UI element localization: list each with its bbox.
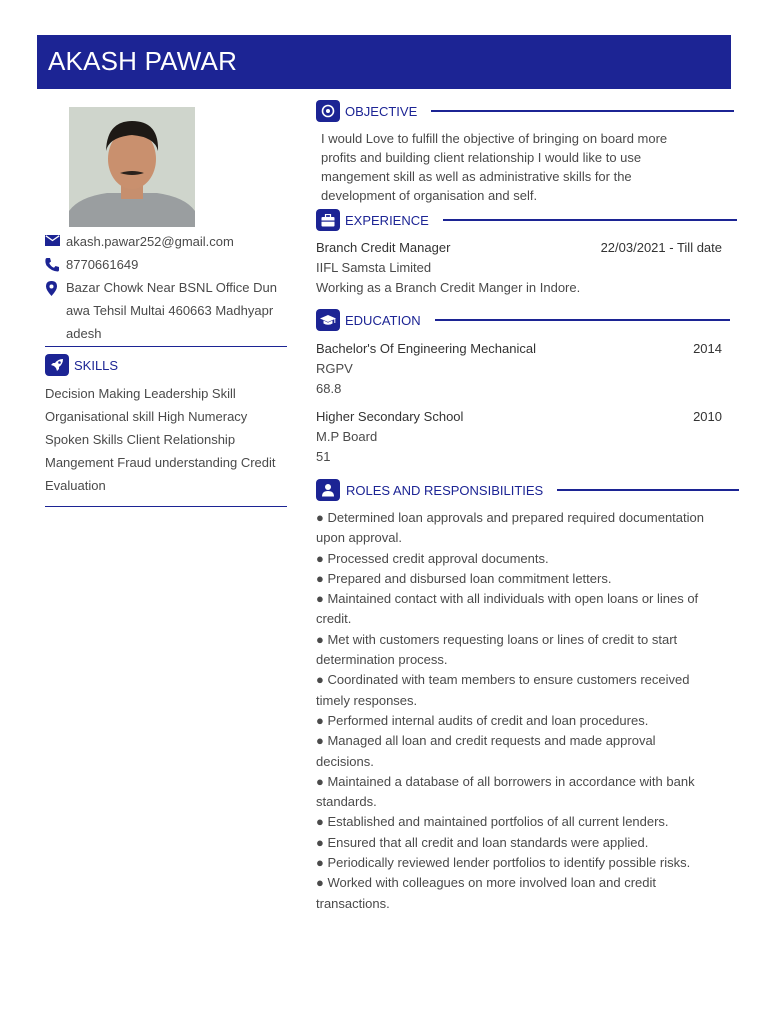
education-entry	[316, 341, 722, 396]
profile-photo	[69, 107, 195, 227]
education-score: 68.8	[316, 381, 342, 396]
address-line: Bazar Chowk Near BSNL Office Dun	[66, 280, 277, 295]
experience-description: Working as a Branch Credit Manger in Indore.	[316, 280, 581, 295]
experience-role: Branch Credit Manager	[316, 240, 451, 255]
experience-entry	[316, 240, 722, 295]
roles-line: ● Met with customers requesting loans or lines of credit to start	[316, 631, 678, 647]
header-banner	[37, 35, 731, 89]
divider	[45, 506, 287, 507]
contact-info	[45, 230, 287, 345]
envelope-icon	[45, 235, 60, 247]
roles-line: ● Determined loan approvals and prepared required documentation	[316, 510, 704, 525]
skills-line: Decision Making Leadership Skill	[45, 386, 236, 401]
roles-line: ● Managed all loan and credit requests and made approval	[316, 733, 656, 749]
section-rule	[431, 110, 734, 112]
section-rule	[435, 319, 730, 321]
skills-line: Evaluation	[45, 478, 106, 493]
roles-line: decisions.	[316, 753, 374, 769]
contact-email[interactable]	[45, 230, 287, 253]
roles-line: ● Periodically reviewed lender portfolios to identify possible risks.	[316, 855, 691, 871]
roles-line: transactions.	[316, 895, 390, 911]
objective-line: development of organisation and self.	[321, 188, 538, 203]
objective-line: profits and building client relationship I would like to use	[321, 150, 642, 165]
briefcase-icon	[316, 209, 340, 231]
objective-text	[321, 129, 721, 205]
roles-line: ● Maintained contact with all individuals with open loans or lines of	[316, 591, 699, 607]
roles-line: ● Prepared and disbursed loan commitment letters.	[316, 570, 612, 586]
roles-line: ● Processed credit approval documents.	[316, 550, 549, 566]
roles-list	[316, 508, 726, 914]
roles-line: ● Established and maintained portfolios of all current lenders.	[316, 814, 669, 830]
graduation-cap-icon	[316, 309, 340, 331]
skills-line: Organisational skill High Numeracy	[45, 409, 248, 424]
education-year: 2014	[693, 341, 722, 356]
contact-phone[interactable]	[45, 253, 287, 276]
rocket-icon	[45, 354, 69, 376]
roles-line: ● Coordinated with team members to ensure customers received	[316, 672, 690, 688]
education-degree: Bachelor's Of Engineering Mechanical	[316, 341, 536, 356]
person-icon	[316, 479, 340, 501]
education-degree: Higher Secondary School	[316, 409, 464, 424]
experience-dates: 22/03/2021 - Till date	[600, 240, 722, 255]
roles-line: credit.	[316, 611, 352, 627]
email-text: akash.pawar252@gmail.com	[66, 234, 234, 249]
roles-line: standards.	[316, 794, 377, 810]
section-rule	[443, 219, 737, 221]
education-title: EDUCATION	[345, 312, 421, 328]
skills-title: SKILLS	[74, 357, 119, 373]
education-score: 51	[316, 449, 331, 464]
roles-line: timely responses.	[316, 692, 418, 708]
phone-text: 8770661649	[66, 257, 139, 272]
objective-line: I would Love to fulfill the objective of bringing on board more	[321, 131, 668, 146]
objective-title: OBJECTIVE	[345, 103, 418, 119]
roles-line: ● Ensured that all credit and loan standards were applied.	[316, 834, 649, 850]
skills-heading	[45, 354, 118, 376]
contact-address	[45, 276, 287, 345]
roles-line: upon approval.	[316, 530, 403, 546]
phone-icon	[45, 258, 60, 272]
skills-list	[45, 382, 289, 497]
experience-company: IIFL Samsta Limited	[316, 260, 432, 275]
experience-heading	[316, 209, 737, 231]
objective-line: mangement skill as well as administrative skills for the	[321, 169, 632, 184]
divider	[45, 346, 287, 347]
target-icon	[316, 100, 340, 122]
skills-line: Mangement Fraud understanding Credit	[45, 455, 276, 470]
map-pin-icon	[45, 281, 58, 296]
roles-line: determination process.	[316, 652, 448, 668]
address-line: adesh	[66, 326, 102, 341]
roles-line: ● Maintained a database of all borrowers in accordance with bank	[316, 773, 695, 789]
education-institute: RGPV	[316, 361, 353, 376]
section-rule	[557, 489, 739, 491]
education-institute: M.P Board	[316, 429, 378, 444]
education-entry	[316, 409, 722, 464]
roles-title: ROLES AND RESPONSIBILITIES	[346, 482, 544, 498]
education-year: 2010	[693, 409, 722, 424]
skills-line: Spoken Skills Client Relationship	[45, 432, 236, 447]
address-line: awa Tehsil Multai 460663 Madhyapr	[66, 303, 274, 318]
roles-line: ● Worked with colleagues on more involved loan and credit	[316, 875, 657, 891]
roles-heading	[316, 479, 739, 501]
education-heading	[316, 309, 730, 331]
roles-line: ● Performed internal audits of credit and loan procedures.	[316, 712, 649, 728]
objective-heading	[316, 100, 734, 122]
experience-title: EXPERIENCE	[345, 212, 429, 228]
candidate-name: AKASH PAWAR	[48, 46, 238, 76]
